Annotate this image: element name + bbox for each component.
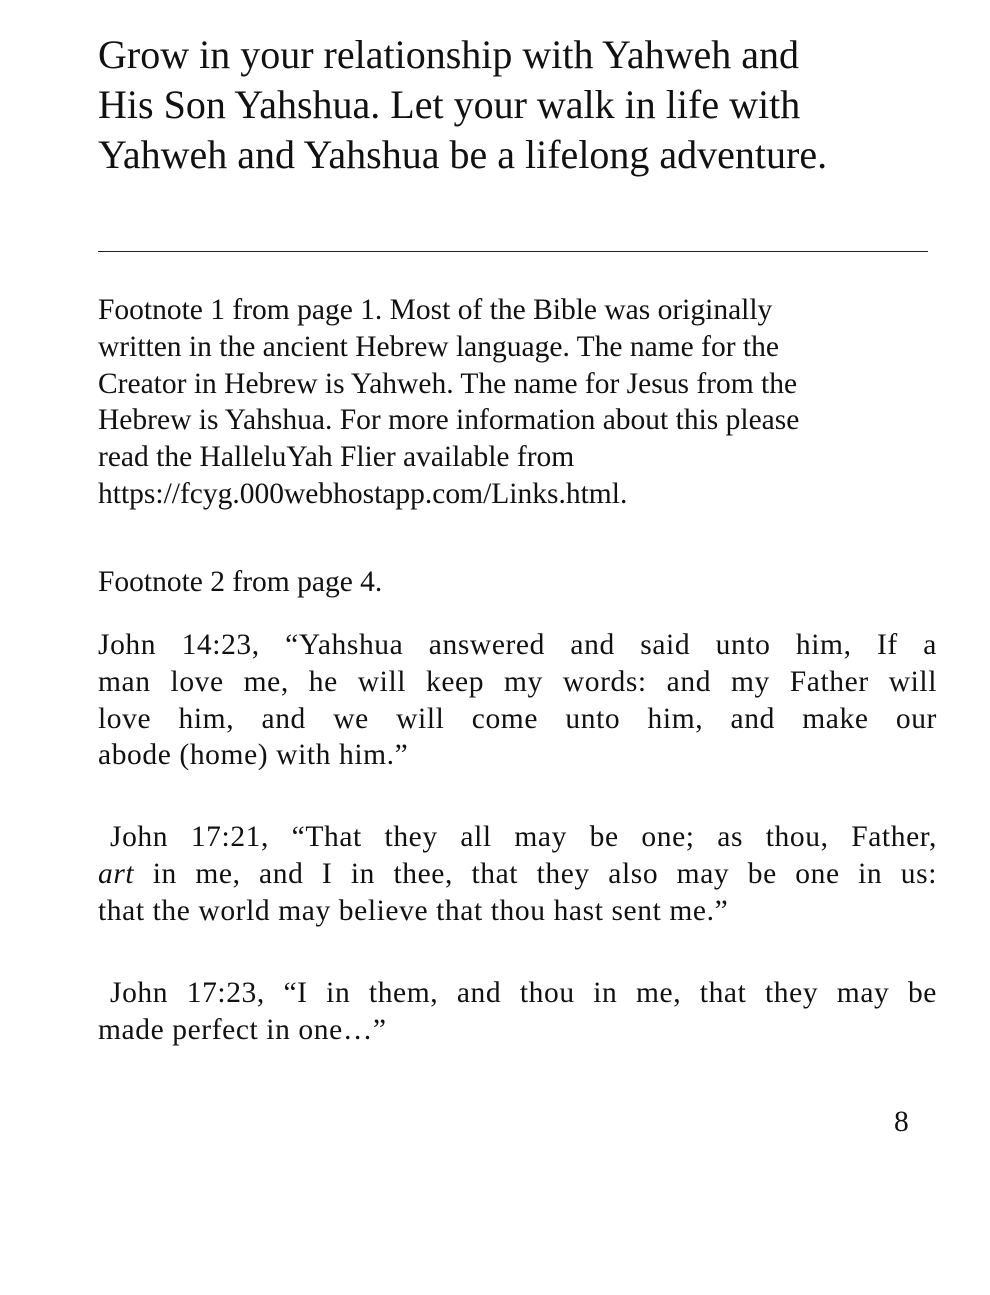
intro-paragraph — [98, 30, 938, 180]
page-number: 8 — [894, 1106, 909, 1138]
verse-line: love him, and we will come unto him, and make our — [98, 702, 937, 735]
verse-italic-word: art — [98, 857, 135, 890]
footnote-separator-rule — [98, 251, 928, 252]
intro-line: Yahweh and Yahshua be a lifelong adventure. — [98, 132, 828, 177]
footnote-2-heading: Footnote 2 from page 4. — [98, 566, 383, 598]
footnote-1-url: https://fcyg.000webhostapp.com/Links.html. — [98, 477, 628, 510]
footnote-1-line: Hebrew is Yahshua. For more information about this please — [98, 404, 800, 437]
verse-line: John 17:21, “That they all may be one; as thou, Father, — [110, 821, 937, 853]
verse-line: abode (home) with him.” — [98, 739, 409, 772]
footnote-1-line: Footnote 1 from page 1. Most of the Bible was originally — [98, 294, 773, 326]
footnote-1-line: read the HalleluYah Flier available from — [98, 441, 575, 474]
verse-john-17-21 — [98, 819, 937, 929]
verse-john-14-23 — [98, 627, 937, 774]
footnote-1-line: written in the ancient Hebrew language. The name for the — [98, 330, 779, 363]
intro-line: Grow in your relationship with Yahweh and — [98, 32, 800, 77]
footnote-1-line: Creator in Hebrew is Yahweh. The name for Jesus from the — [98, 367, 798, 400]
footnote-1 — [98, 292, 938, 513]
intro-line: His Son Yahshua. Let your walk in life with — [98, 82, 801, 127]
verse-line: that the world may believe that thou hast sent me.” — [98, 894, 729, 927]
verse-john-17-23 — [98, 975, 937, 1049]
verse-line: John 14:23, “Yahshua answered and said unto him, If a — [98, 629, 937, 661]
verse-line-rest: in me, and I in thee, that they also may be one in us: — [134, 857, 937, 890]
verse-line: John 17:23, “I in them, and thou in me, that they may be — [110, 977, 937, 1009]
verse-line: made perfect in one…” — [98, 1013, 387, 1046]
verse-line: man love me, he will keep my words: and my Father will — [98, 665, 937, 698]
verse-line — [98, 856, 937, 893]
